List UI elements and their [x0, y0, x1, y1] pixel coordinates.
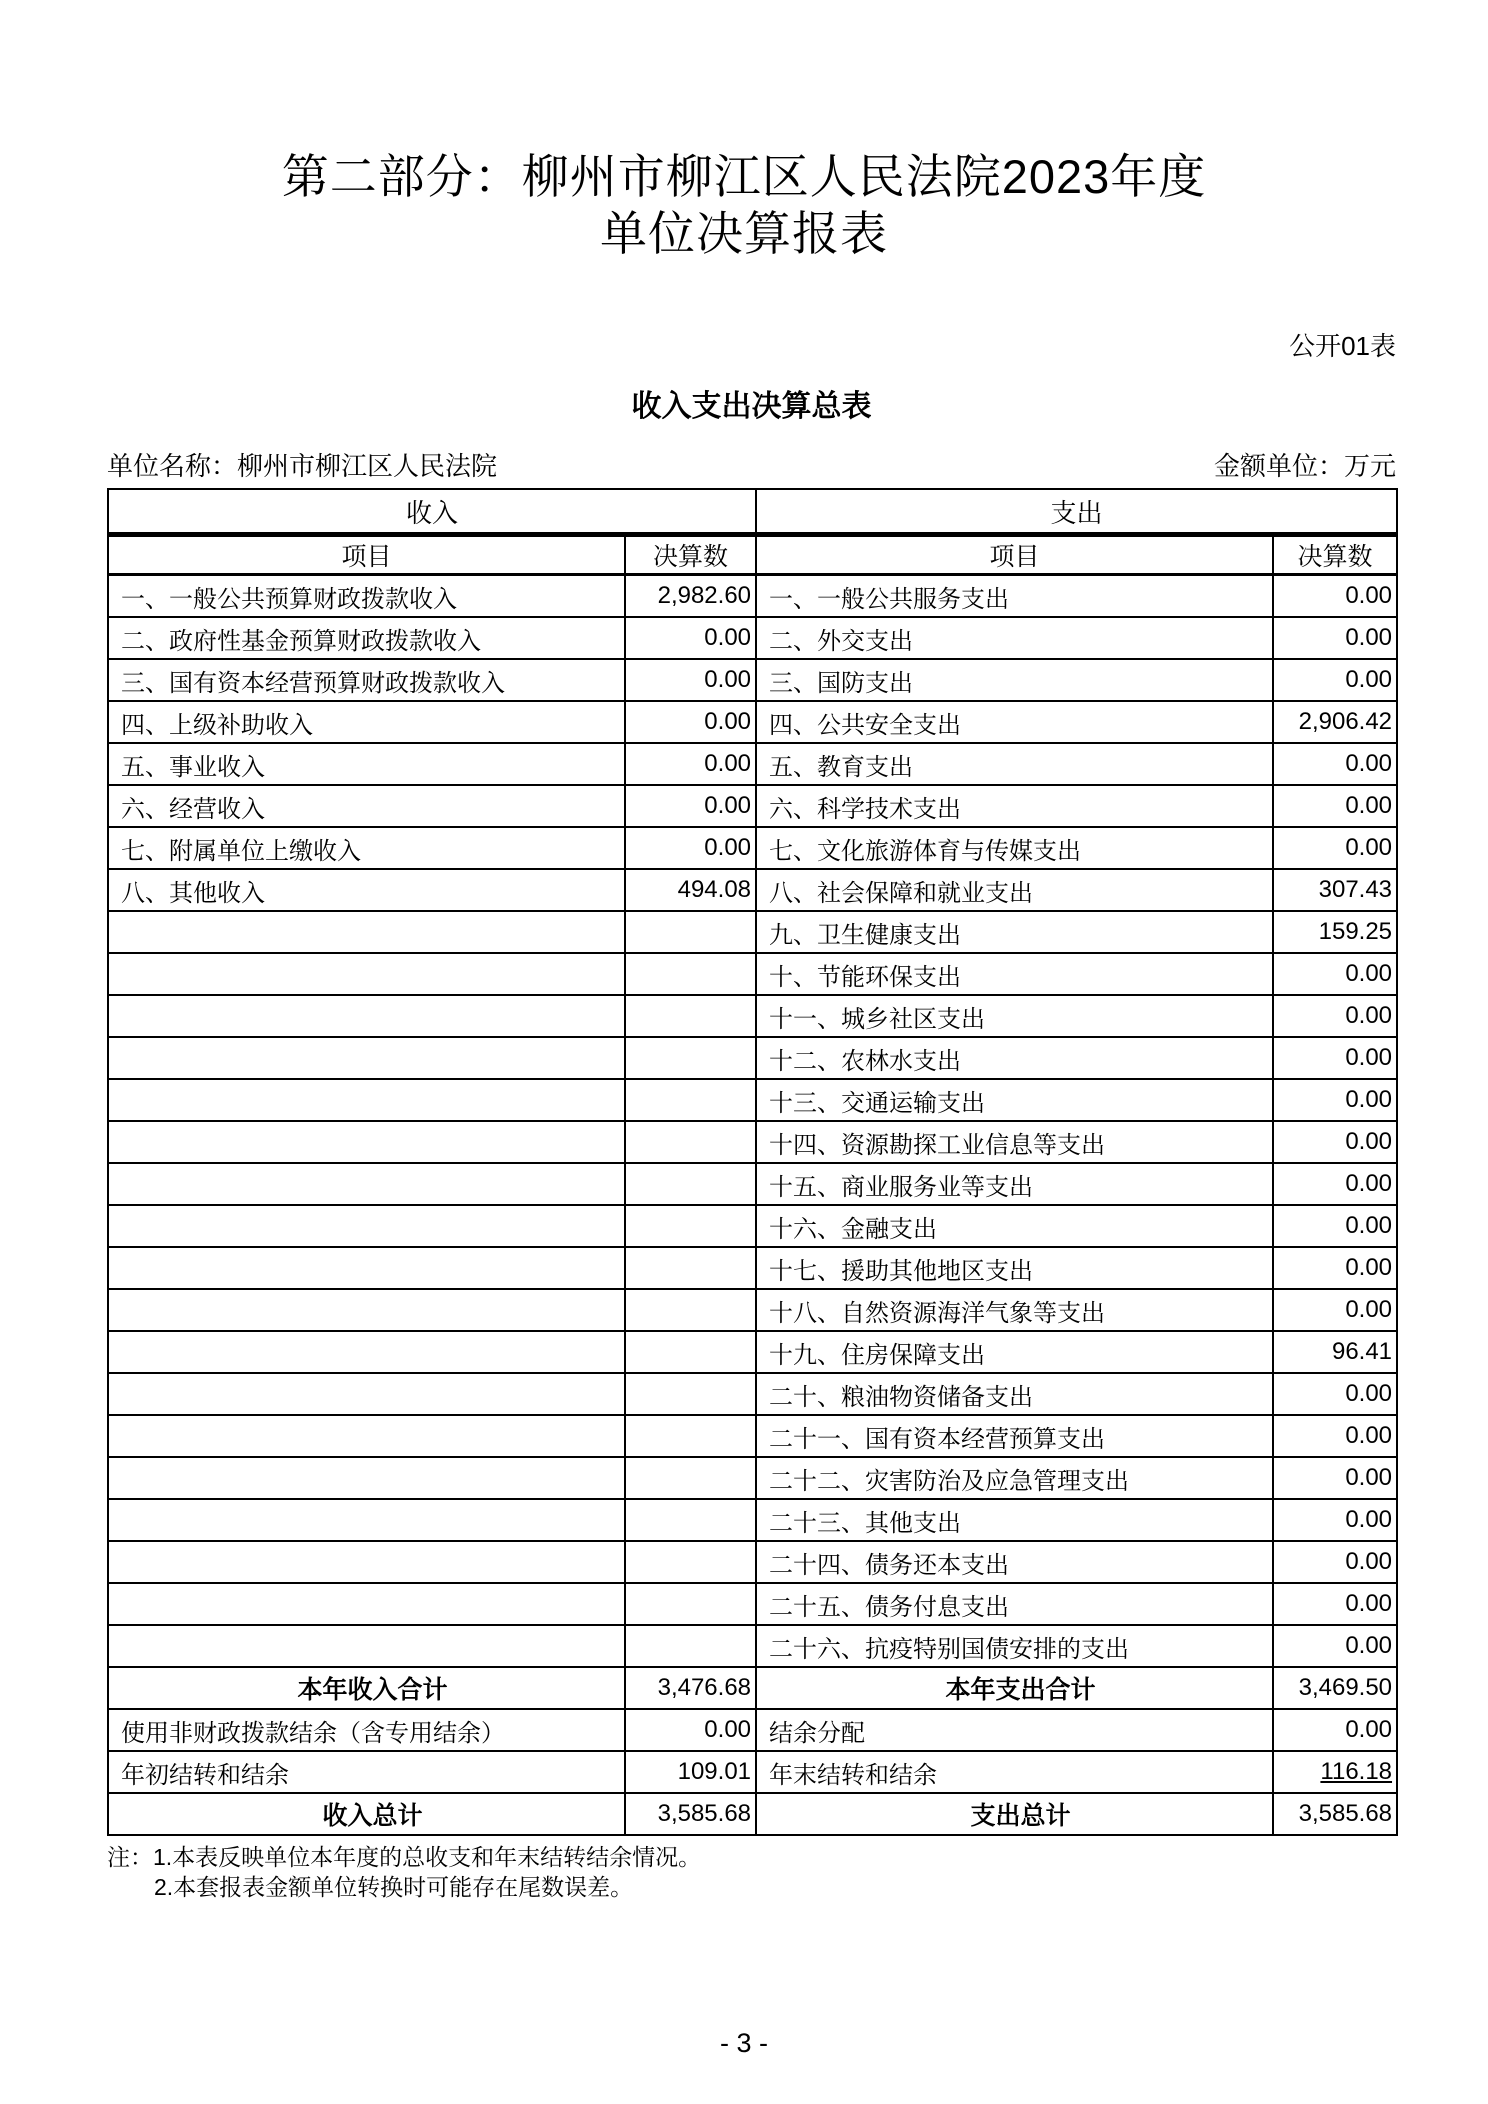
income-value-cell — [625, 953, 756, 995]
income-value-cell — [625, 1037, 756, 1079]
expense-value-cell: 96.41 — [1273, 1331, 1397, 1373]
income-item-cell — [108, 1415, 625, 1457]
expense-value-cell: 0.00 — [1273, 827, 1397, 869]
expense-value-cell: 3,585.68 — [1273, 1793, 1397, 1835]
expense-item-cell: 二十四、债务还本支出 — [756, 1541, 1273, 1583]
income-item-cell — [108, 1205, 625, 1247]
income-value-cell — [625, 1625, 756, 1667]
income-value-cell — [625, 1415, 756, 1457]
income-value-cell — [625, 995, 756, 1037]
income-item-cell — [108, 1163, 625, 1205]
income-value-cell: 0.00 — [625, 785, 756, 827]
note-line-1: 注：1.本表反映单位本年度的总收支和年末结转结余情况。 — [107, 1844, 702, 1870]
income-item-cell — [108, 1499, 625, 1541]
income-value-cell: 3,585.68 — [625, 1793, 756, 1835]
income-value-cell: 0.00 — [625, 617, 756, 659]
income-section-header: 收入 — [108, 489, 756, 535]
income-value-cell: 109.01 — [625, 1751, 756, 1793]
table-row — [108, 1289, 1397, 1331]
summary-row — [108, 1667, 1397, 1709]
expense-item-cell: 十五、商业服务业等支出 — [756, 1163, 1273, 1205]
income-value-cell: 3,476.68 — [625, 1667, 756, 1709]
expense-value-cell: 0.00 — [1273, 1121, 1397, 1163]
income-item-cell: 使用非财政拨款结余（含专用结余） — [108, 1709, 625, 1751]
income-value-cell — [625, 1247, 756, 1289]
income-item-cell — [108, 953, 625, 995]
income-item-cell: 三、国有资本经营预算财政拨款收入 — [108, 659, 625, 701]
table-row — [108, 1583, 1397, 1625]
expense-item-cell: 支出总计 — [756, 1793, 1273, 1835]
expense-value-column-header: 决算数 — [1273, 535, 1397, 575]
income-value-cell — [625, 1541, 756, 1583]
expense-value-cell: 0.00 — [1273, 1289, 1397, 1331]
page-number: - 3 - — [719, 2028, 768, 2058]
table-row — [108, 1373, 1397, 1415]
income-value-column-header: 决算数 — [625, 535, 756, 575]
table-title: 收入支出决算总表 — [631, 390, 872, 423]
expense-value-cell: 0.00 — [1273, 953, 1397, 995]
expense-item-cell: 五、教育支出 — [756, 743, 1273, 785]
expense-value-cell: 0.00 — [1273, 995, 1397, 1037]
table-row — [108, 911, 1397, 953]
table-row — [108, 869, 1397, 911]
table-row — [108, 1247, 1397, 1289]
table-row — [108, 827, 1397, 869]
table-row — [108, 1079, 1397, 1121]
expense-item-cell: 十九、住房保障支出 — [756, 1331, 1273, 1373]
table-row — [108, 1499, 1397, 1541]
expense-section-header: 支出 — [756, 489, 1397, 535]
summary-row — [108, 1751, 1397, 1793]
income-item-cell — [108, 1331, 625, 1373]
income-item-cell — [108, 1037, 625, 1079]
expense-item-cell: 一、一般公共服务支出 — [756, 575, 1273, 618]
expense-value-cell: 0.00 — [1273, 1247, 1397, 1289]
currency-unit-label: 金额单位：万元 — [1213, 451, 1396, 481]
income-value-cell — [625, 1373, 756, 1415]
expense-value-cell: 0.00 — [1273, 1037, 1397, 1079]
table-row — [108, 1037, 1397, 1079]
table-row — [108, 1625, 1397, 1667]
income-value-cell: 0.00 — [625, 827, 756, 869]
expense-value-cell: 0.00 — [1273, 1079, 1397, 1121]
income-value-cell: 0.00 — [625, 701, 756, 743]
table-row — [108, 1415, 1397, 1457]
expense-item-cell: 十七、援助其他地区支出 — [756, 1247, 1273, 1289]
income-item-cell: 五、事业收入 — [108, 743, 625, 785]
income-item-cell: 二、政府性基金预算财政拨款收入 — [108, 617, 625, 659]
table-row — [108, 953, 1397, 995]
income-item-cell — [108, 1457, 625, 1499]
income-item-cell: 七、附属单位上缴收入 — [108, 827, 625, 869]
column-header-row — [108, 535, 1397, 575]
table-row — [108, 1457, 1397, 1499]
expense-value-cell: 0.00 — [1273, 617, 1397, 659]
income-expense-table — [107, 488, 1398, 1836]
income-value-cell — [625, 1499, 756, 1541]
expense-value-cell: 0.00 — [1273, 575, 1397, 618]
income-item-cell — [108, 1541, 625, 1583]
income-value-cell — [625, 1121, 756, 1163]
summary-row — [108, 1709, 1397, 1751]
expense-item-cell: 年末结转和结余 — [756, 1751, 1273, 1793]
income-item-cell — [108, 995, 625, 1037]
income-item-cell — [108, 1373, 625, 1415]
income-value-cell: 0.00 — [625, 743, 756, 785]
expense-item-cell: 本年支出合计 — [756, 1667, 1273, 1709]
table-row — [108, 617, 1397, 659]
expense-item-cell: 十、节能环保支出 — [756, 953, 1273, 995]
expense-value-cell: 0.00 — [1273, 659, 1397, 701]
table-row — [108, 1541, 1397, 1583]
expense-item-cell: 二十六、抗疫特别国债安排的支出 — [756, 1625, 1273, 1667]
income-item-cell: 一、一般公共预算财政拨款收入 — [108, 575, 625, 618]
income-value-cell: 0.00 — [625, 1709, 756, 1751]
expense-item-cell: 结余分配 — [756, 1709, 1273, 1751]
table-row — [108, 743, 1397, 785]
income-value-cell — [625, 911, 756, 953]
expense-value-cell: 0.00 — [1273, 1499, 1397, 1541]
expense-item-cell: 十二、农林水支出 — [756, 1037, 1273, 1079]
income-item-cell — [108, 1625, 625, 1667]
expense-value-cell: 307.43 — [1273, 869, 1397, 911]
expense-item-cell: 八、社会保障和就业支出 — [756, 869, 1273, 911]
expense-value-cell: 0.00 — [1273, 1163, 1397, 1205]
content-area — [107, 328, 1396, 1902]
income-item-cell — [108, 1583, 625, 1625]
expense-value-cell: 3,469.50 — [1273, 1667, 1397, 1709]
expense-item-cell: 十四、资源勘探工业信息等支出 — [756, 1121, 1273, 1163]
income-value-cell — [625, 1457, 756, 1499]
income-item-cell — [108, 1121, 625, 1163]
expense-value-cell: 0.00 — [1273, 1373, 1397, 1415]
expense-item-cell: 二十二、灾害防治及应急管理支出 — [756, 1457, 1273, 1499]
income-item-cell: 收入总计 — [108, 1793, 625, 1835]
income-item-cell: 年初结转和结余 — [108, 1751, 625, 1793]
expense-value-cell: 0.00 — [1273, 1709, 1397, 1751]
income-value-cell — [625, 1205, 756, 1247]
table-tag: 公开01表 — [1289, 331, 1396, 361]
expense-value-cell: 0.00 — [1273, 1205, 1397, 1247]
expense-item-cell: 十三、交通运输支出 — [756, 1079, 1273, 1121]
table-row — [108, 1121, 1397, 1163]
expense-item-column-header: 项目 — [756, 535, 1273, 575]
expense-item-cell: 六、科学技术支出 — [756, 785, 1273, 827]
income-item-cell — [108, 911, 625, 953]
table-row — [108, 659, 1397, 701]
income-value-cell: 494.08 — [625, 869, 756, 911]
document-title-line1: 第二部分：柳州市柳江区人民法院2023年度 — [281, 150, 1207, 203]
expense-value-cell: 0.00 — [1273, 785, 1397, 827]
table-row — [108, 995, 1397, 1037]
expense-item-cell: 二十一、国有资本经营预算支出 — [756, 1415, 1273, 1457]
table-row — [108, 701, 1397, 743]
income-item-cell: 四、上级补助收入 — [108, 701, 625, 743]
expense-item-cell: 四、公共安全支出 — [756, 701, 1273, 743]
expense-item-cell: 十六、金融支出 — [756, 1205, 1273, 1247]
summary-row — [108, 1793, 1397, 1835]
income-value-cell: 0.00 — [625, 659, 756, 701]
income-item-cell — [108, 1079, 625, 1121]
income-item-cell — [108, 1247, 625, 1289]
income-value-cell — [625, 1163, 756, 1205]
expense-item-cell: 二十、粮油物资储备支出 — [756, 1373, 1273, 1415]
document-title-line2: 单位决算报表 — [600, 207, 888, 260]
table-row — [108, 785, 1397, 827]
income-item-cell: 八、其他收入 — [108, 869, 625, 911]
income-item-cell — [108, 1289, 625, 1331]
unit-info-row — [107, 448, 1396, 484]
table-row — [108, 575, 1397, 618]
expense-item-cell: 三、国防支出 — [756, 659, 1273, 701]
expense-item-cell: 二、外交支出 — [756, 617, 1273, 659]
income-item-column-header: 项目 — [108, 535, 625, 575]
income-item-cell: 本年收入合计 — [108, 1667, 625, 1709]
income-value-cell — [625, 1289, 756, 1331]
table-row — [108, 1331, 1397, 1373]
table-row — [108, 1205, 1397, 1247]
expense-item-cell: 十一、城乡社区支出 — [756, 995, 1273, 1037]
income-value-cell — [625, 1331, 756, 1373]
income-value-cell: 2,982.60 — [625, 575, 756, 618]
expense-value-cell: 0.00 — [1273, 1583, 1397, 1625]
expense-value-cell: 2,906.42 — [1273, 701, 1397, 743]
table-row — [108, 1163, 1397, 1205]
income-value-cell — [625, 1079, 756, 1121]
section-header-row — [108, 489, 1397, 535]
expense-item-cell: 九、卫生健康支出 — [756, 911, 1273, 953]
expense-value-cell: 0.00 — [1273, 1457, 1397, 1499]
table-notes — [107, 1842, 1396, 1902]
expense-item-cell: 十八、自然资源海洋气象等支出 — [756, 1289, 1273, 1331]
expense-item-cell: 二十五、债务付息支出 — [756, 1583, 1273, 1625]
note-line-2: 2.本套报表金额单位转换时可能存在尾数误差。 — [154, 1874, 634, 1900]
expense-value-cell: 0.00 — [1273, 743, 1397, 785]
income-value-cell — [625, 1583, 756, 1625]
expense-value-cell: 159.25 — [1273, 911, 1397, 953]
income-item-cell: 六、经营收入 — [108, 785, 625, 827]
expense-value-cell: 0.00 — [1273, 1625, 1397, 1667]
table-body — [108, 575, 1397, 1836]
expense-value-cell: 0.00 — [1273, 1541, 1397, 1583]
expense-value-cell: 0.00 — [1273, 1415, 1397, 1457]
expense-value-cell: 116.18 — [1273, 1751, 1397, 1793]
expense-item-cell: 七、文化旅游体育与传媒支出 — [756, 827, 1273, 869]
expense-item-cell: 二十三、其他支出 — [756, 1499, 1273, 1541]
unit-name-label: 单位名称：柳州市柳江区人民法院 — [107, 451, 498, 481]
document-title — [0, 148, 1488, 262]
